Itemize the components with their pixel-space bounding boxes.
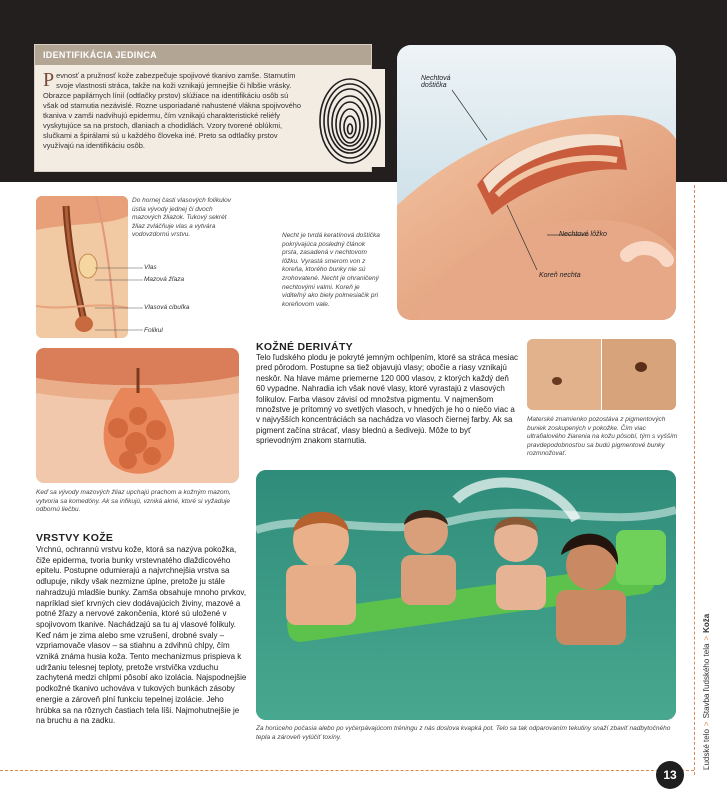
breadcrumb-current: Koža [702,613,711,633]
identification-box [34,44,372,172]
label-koren-nechta: Koreň nechta [539,272,581,279]
label-mazova-zlaza: Mazová žľaza [144,276,185,283]
side-divider [694,185,695,775]
mole-caption: Materské znamienko pozostáva z pigmentových buniek zoskupených v pokožke. Čím viac ultrafialového žiarenia na kožu pôsobí, tým s vyšším pravdepodobnosťou sa budú pigmentové bunky rozmnožovať. [527,416,678,458]
label-nechtova-dosticka: Nechtová doštička [421,75,451,89]
sebaceous-caption: Keď sa vývody mazových žliaz upchajú prachom a kožným mazom, vytvoria sa komedóny. Ak sa infikujú, vzniká akné, ktoré si vyžaduje odbornú liečbu. [36,489,231,514]
section-text-kozne-derivaty: Telo ľudského plodu je pokryté jemným ochlpením, ktoré sa stráca mesiac pred pôrodom. Postupne sa tiež objavujú vlasy; obočie a riasy vznikajú neskôr. Na hlave máme priemerne 120 000 vlasov, z ktorých každý deň 60 vypadne. Nahradia ich však nové vlasy, ktoré vyrastajú z vlasových folikulov. Farba vlasov závisí od množstva pigmentu. V najmenšom množstve je prítomný vo svetlých vlasoch, v hnedých je ho o niečo viac a v najvyšších koncentráciách sa nachádza vo vlasoch čiernej farby. Ak sa pigment začína strácať, vlasy blednú a šedivejú. Môže to byť sprievodným znakom starnutia. [256,353,519,446]
breadcrumb [702,614,711,770]
section-heading-kozne-derivaty: KOŽNÉ DERIVÁTY [256,341,353,353]
mole-photo-drawing [527,339,676,410]
label-vlas: Vlas [144,264,157,271]
fingernail-illustration [397,45,676,320]
page-number: 13 [656,761,684,789]
pool-caption: Za horúceho počasia alebo po vyčerpávajúcom tréningu z nás doslova kvapká pot. Telo sa tak odparovaním tekutiny snaží zbaviť nadbytočného tepla a zároveň vylúčiť toxíny. [256,725,671,741]
breadcrumb-separator: > [702,635,711,641]
follicle-leader-lines [95,260,145,335]
fingerprint-image [315,69,385,167]
sebaceous-gland-illustration [36,348,239,483]
breadcrumb-part1: Ľudské telo [702,729,711,770]
label-folikul: Folikul [144,327,163,334]
pool-children-photo [256,470,676,720]
breadcrumb-part2: Stavba ľudského tela [702,643,711,719]
bottom-divider [0,770,694,771]
identification-box-title: IDENTIFIKÁCIA JEDINCA [35,45,371,65]
pool-photo-drawing [256,470,676,720]
section-text-vrstvy-koze: Vrchnú, ochrannú vrstvu kože, ktorá sa nazýva pokožka, čiže epiderma, tvoria bunky vrstevnatého dlaždicového epitelu. Postupne odumierajú a najvrchnejšia vrstva sa odlupuje, nikdy však nezmizne úplne, pretože ju stále nahradzujú mladšie bunky. Zamša obsahuje mnoho prvkov, napríklad sieť krvných ciev dodávajúcich živiny, mazové a potné žľazy a nervové zakončenia, ktoré sú uložené v spojivovom tkanive. Nachádzajú sa tu aj vlasové folikuly. Keď nám je zima alebo sme vzrušení, drobné svaly – vzpriamovače vlasov – sa stiahnu a zdvihnú chlpy, čím vzniká známa husia koža. Tento mechanizmus prispieva k udržaniu telesnej teploty, pretože vrstvička vzduchu zachytená medzi chlpmi pôsobí ako izolácia. Najspodnejšie podkožné tkanivo uchováva v tukových bunkách zásoby energie a zároveň plní funkciu tepelnej izolácie. Jeho hrúbka sa na rôznych častiach tela líši. Najmohutnejšie je na bruchu a na zadku. [36,545,247,726]
mole-photo [527,339,676,410]
breadcrumb-separator: > [702,721,711,727]
sebaceous-gland-drawing [36,348,239,483]
identification-box-text [43,71,305,151]
dropcap: P [43,69,55,91]
label-vlasova-cibulka: Vlasová cibuľka [144,304,190,311]
nail-caption: Necht je tvrdá keratínová doštička pokrývajúca posledný článok prsta, zasadená v nechtovom lôžku. Vyrastá smerom von z koreňa, ktorého bunky nie sú zrohovatené. Necht je ohraničený nechtovými valmi. Koreň je viditeľný ako biely polmesiačik pri koreňovom vale. [282,232,380,308]
follicle-caption: Do hornej časti vlasových folikulov ústia vývody jednej či dvoch mazových žliazok. Tukový sekrét žliaz zvláčňuje vlas a vytvára vodovzdornú vrstvu. [132,197,231,239]
section-heading-vrstvy-koze: VRSTVY KOŽE [36,532,114,544]
identification-body: evnosť a pružnosť kože zabezpečuje spojivové tkanivo zamše. Starnutím svoje vlastnosti stráca, takže na koži vznikajú jemnejšie či hlbšie vrásky. Obrazce papilárnych línií (odtlačky prstov) slúžiace na identifikáciu osôb sú však od starnutia nezávislé. Rozne usporiadané nahustené vlákna spojivového tkaniva v zamši nadvihujú epidermu, čím vznikajú charakteristické reliéfy vyskytujúce sa na prstoch, dlaniach a chodidlách. Vzory tvorené oblúkmi, slučkami a špirálami sú u každého človeka iné. Preto sa odtlačky prstov využívajú na identifikáciu osôb. [43,71,302,150]
label-nechtove-lozko: Nechtové lôžko [559,231,607,238]
